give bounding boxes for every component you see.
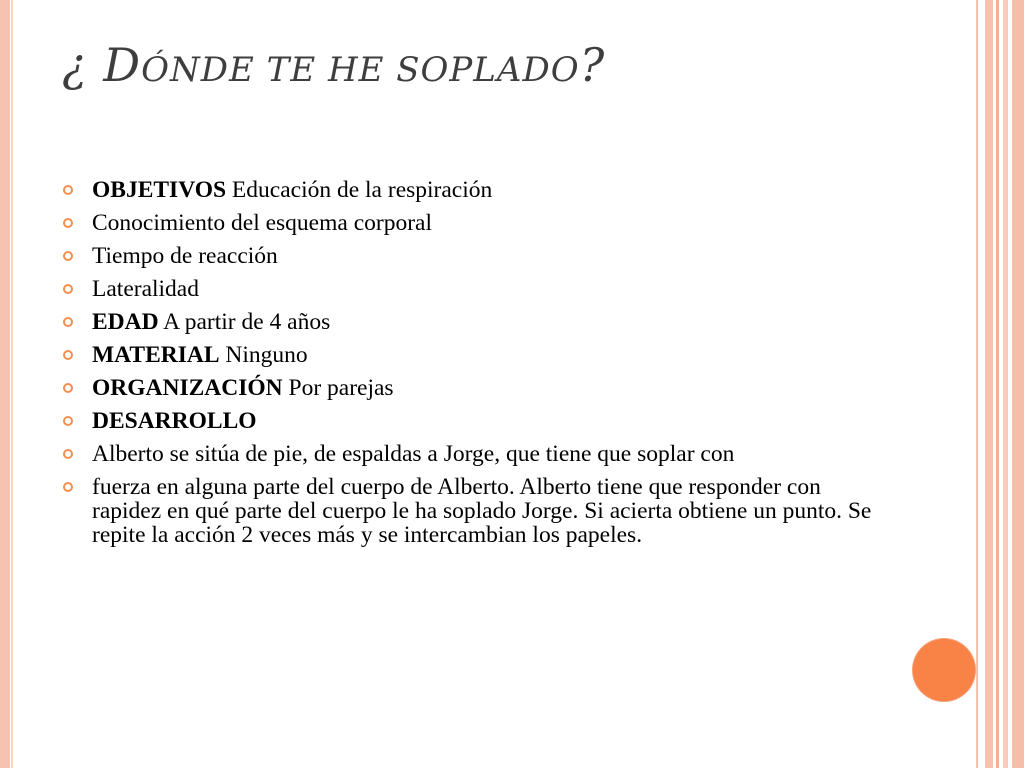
right-stripe-4	[1003, 0, 1008, 768]
bullet-icon	[63, 416, 73, 426]
bullet-bold-label: MATERIAL	[92, 342, 220, 368]
bullet-icon	[63, 218, 73, 228]
bullet-bold-label: EDAD	[92, 309, 159, 335]
bullet-text: Ninguno	[219, 342, 308, 368]
bullet-text: Por parejas	[282, 375, 394, 401]
bullet-text: Lateralidad	[92, 276, 199, 302]
bullet-desarrollo-text-1	[62, 442, 882, 466]
bullet-icon	[63, 251, 73, 261]
bullet-list	[62, 178, 882, 547]
bullet-icon	[63, 284, 73, 294]
right-stripe-5	[1012, 0, 1024, 768]
bullet-material	[62, 343, 882, 367]
bullet-text: Educación de la respiración	[226, 177, 493, 203]
title-prefix: ¿ D	[62, 38, 142, 92]
orange-circle-decoration	[913, 639, 975, 701]
bullet-text: fuerza en alguna parte del cuerpo de Alberto. Alberto tiene que responder con rapidez en qué parte del cuerpo le ha soplado Jorge. Si acierta obtiene un punto. Se repite la acción 2 veces más y se intercambian los papeles.	[92, 474, 872, 548]
bullet-edad	[62, 310, 882, 334]
bullet-text: Conocimiento del esquema corporal	[92, 210, 432, 236]
bullet-reaccion	[62, 244, 882, 268]
bullet-objetivos	[62, 178, 882, 202]
right-stripe-2	[985, 0, 993, 768]
slide-content	[62, 178, 882, 556]
bullet-icon	[63, 350, 73, 360]
bullet-icon	[63, 482, 73, 492]
bullet-text: Alberto se sitúa de pie, de espaldas a Jorge, que tiene que soplar con	[92, 441, 735, 467]
title-rest: ÓNDE TE HE SOPLADO	[141, 50, 580, 90]
bullet-bold-label: ORGANIZACIÓN	[92, 375, 283, 401]
right-stripe-3	[996, 0, 999, 768]
bullet-text: Tiempo de reacción	[92, 243, 278, 269]
title-suffix: ?	[579, 38, 606, 92]
bullet-bold-label: DESARROLLO	[92, 408, 257, 434]
bullet-icon	[63, 383, 73, 393]
bullet-icon	[63, 449, 73, 459]
bullet-icon	[63, 317, 73, 327]
left-border-decoration	[0, 0, 10, 768]
bullet-desarrollo	[62, 409, 882, 433]
bullet-esquema	[62, 211, 882, 235]
bullet-organizacion	[62, 376, 882, 400]
bullet-lateralidad	[62, 277, 882, 301]
bullet-desarrollo-text-2	[62, 475, 882, 547]
right-stripe-1	[976, 0, 978, 768]
bullet-icon	[63, 185, 73, 195]
bullet-bold-label: OBJETIVOS	[92, 177, 227, 203]
slide-title	[62, 38, 605, 92]
left-border-inner-decoration	[11, 0, 13, 768]
bullet-text: A partir de 4 años	[158, 309, 331, 335]
